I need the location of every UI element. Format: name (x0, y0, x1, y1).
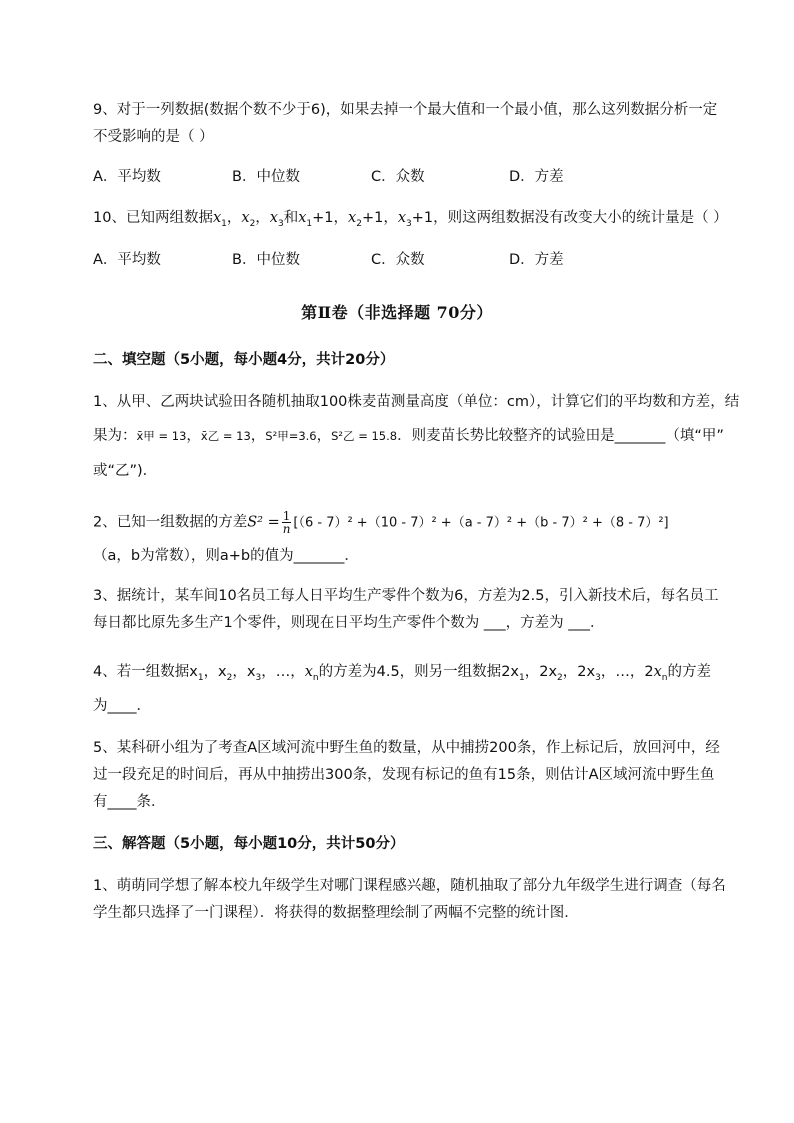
q10-sub3: 3 (277, 218, 284, 229)
s2q5-line1: 5、某科研小组为了考查A区域河流中野生鱼的数量，从中捕捞200条，作上标记后，放回河中，经 (93, 740, 720, 756)
s2q2-variance-symbol: S² = (247, 514, 280, 531)
s2q4-middle: 的方差为4.5，则另一组数据 (318, 664, 502, 680)
s2q1-var-yi: S²乙 = 15.8 (331, 429, 398, 443)
s2q1-line2: 果为：x̄甲 = 13，x̄乙 = 13，S²甲=3.6，S²乙 = 15.8．则麦苗长势比较整齐的试验田是_______（填“甲” (93, 428, 724, 444)
q10-var-x1: x (212, 210, 222, 226)
s2q2-frac-den: n (282, 522, 291, 536)
q10-sep3: ， (333, 210, 349, 226)
q10-sub2b: 2 (356, 218, 362, 229)
s2q2-frac-num: 1 (282, 509, 291, 523)
q10-var-x2: x (241, 210, 250, 226)
q10-option-b: B．中位数 (232, 252, 300, 268)
s2q4-set2: $2x_1$，$2x_2$，$2x_3$，…，$2x_n$ (501, 664, 668, 683)
q10-var-x3b: x (397, 210, 406, 226)
s2q5-line2: 过一段充足的时间后，再从中抽捞出300条，发现有标记的鱼有15条，则估计A区域河流中野生鱼 (93, 767, 715, 783)
s2q1-line3: 或“乙”)． (93, 463, 158, 479)
s2q2-prefix: 2、已知一组数据的方差 (93, 514, 248, 531)
q10-sub2: 2 (249, 218, 256, 229)
q10-prefix: 10、已知两组数据 (93, 210, 213, 226)
s2q4-prefix: 4、若一组数据 (93, 664, 190, 680)
s2q2-line2: （a，b为常数），则a+b的值为_______． (93, 548, 359, 564)
q10-plus1b: +1 (361, 210, 384, 226)
q10-var-x2b: x (348, 210, 357, 226)
q9-line2: 不受影响的是（ ） (93, 129, 214, 145)
q10-sep1: ， (226, 210, 242, 226)
q10-suffix: ，则这两组数据没有改变大小的统计量是（ ） (433, 210, 728, 226)
s3q1-line1: 1、萌萌同学想了解本校九年级学生对哪门课程感兴趣，随机抽取了部分九年级学生进行调查（每名 (93, 878, 726, 894)
s2q2-fraction (282, 510, 292, 535)
q10-sep2: ， (255, 210, 270, 226)
s2q4-set1: $x_1$，$x_2$，$x_3$，…，$x_n$ (189, 664, 319, 683)
q9-line1: 9、对于一列数据(数据个数不少于6)，如果去掉一个最大值和一个最小值，那么这列数据分析一定 (93, 102, 718, 118)
s2q1-var-jia: S²甲=3.6 (265, 429, 317, 443)
s2q1-line1: 1、从甲、乙两块试验田各随机抽取100株麦苗测量高度（单位：cm），计算它们的平均数和方差，结 (93, 394, 740, 410)
s2q1-mean-jia: x̄甲 = 13 (136, 429, 187, 443)
q10-var-x3: x (269, 210, 278, 226)
q10-option-c: C．众数 (371, 252, 425, 268)
q10-option-a: A．平均数 (93, 252, 161, 268)
s2q4-line1 (93, 662, 733, 688)
s2q4-line2: 为____． (93, 698, 151, 714)
q10-option-d: D．方差 (509, 252, 564, 268)
q10-sub1b: 1 (306, 218, 313, 229)
s2q1-mean-yi: x̄乙 = 13 (200, 429, 251, 443)
q9-option-c: C．众数 (371, 169, 425, 185)
s2q1-prefix: 果为： (93, 428, 137, 444)
section2-title: 二、填空题（5小题，每小题4分，共计20分） (93, 352, 395, 368)
q10-sep4: ， (383, 210, 398, 226)
part2-title: 第Ⅱ卷（非选择题 70分） (301, 303, 493, 322)
s2q3-line2: 每日都比原先多生产1个零件，则现在日平均生产零件个数为 ___，方差为 ___． (93, 615, 605, 631)
q10-var-x1b: x (298, 210, 307, 226)
q10-plus1a: +1 (312, 210, 334, 226)
q9-option-b: B．中位数 (232, 169, 300, 185)
section3-title: 三、解答题（5小题，每小题10分，共计50分） (93, 836, 405, 852)
q10-and: 和 (283, 210, 299, 226)
q10-sub3b: 3 (406, 218, 412, 229)
s3q1-line2: 学生都只选择了一门课程）．将获得的数据整理绘制了两幅不完整的统计图． (93, 905, 579, 921)
q10-sub1: 1 (221, 218, 227, 229)
q9-option-d: D．方差 (509, 169, 564, 185)
s2q3-line1: 3、据统计，某车间10名员工每人日平均生产零件个数为6，方差为2.5，引入新技术后，每名员工 (93, 588, 719, 604)
s2q2-line1 (93, 510, 733, 535)
q9-option-a: A．平均数 (93, 169, 161, 185)
s2q1-suffix: ．则麦苗长势比较整齐的试验田是_______（填“甲” (397, 428, 724, 444)
q10-plus1c: +1 (411, 210, 434, 226)
s2q5-line3: 有____条． (93, 794, 166, 810)
q10-line (93, 208, 733, 234)
s2q4-suffix: 的方差 (667, 664, 711, 680)
s2q2-bracket: [（6 - 7）² +（10 - 7）² +（a - 7）² +（b - 7）² +（8 - 7）²] (293, 515, 669, 531)
